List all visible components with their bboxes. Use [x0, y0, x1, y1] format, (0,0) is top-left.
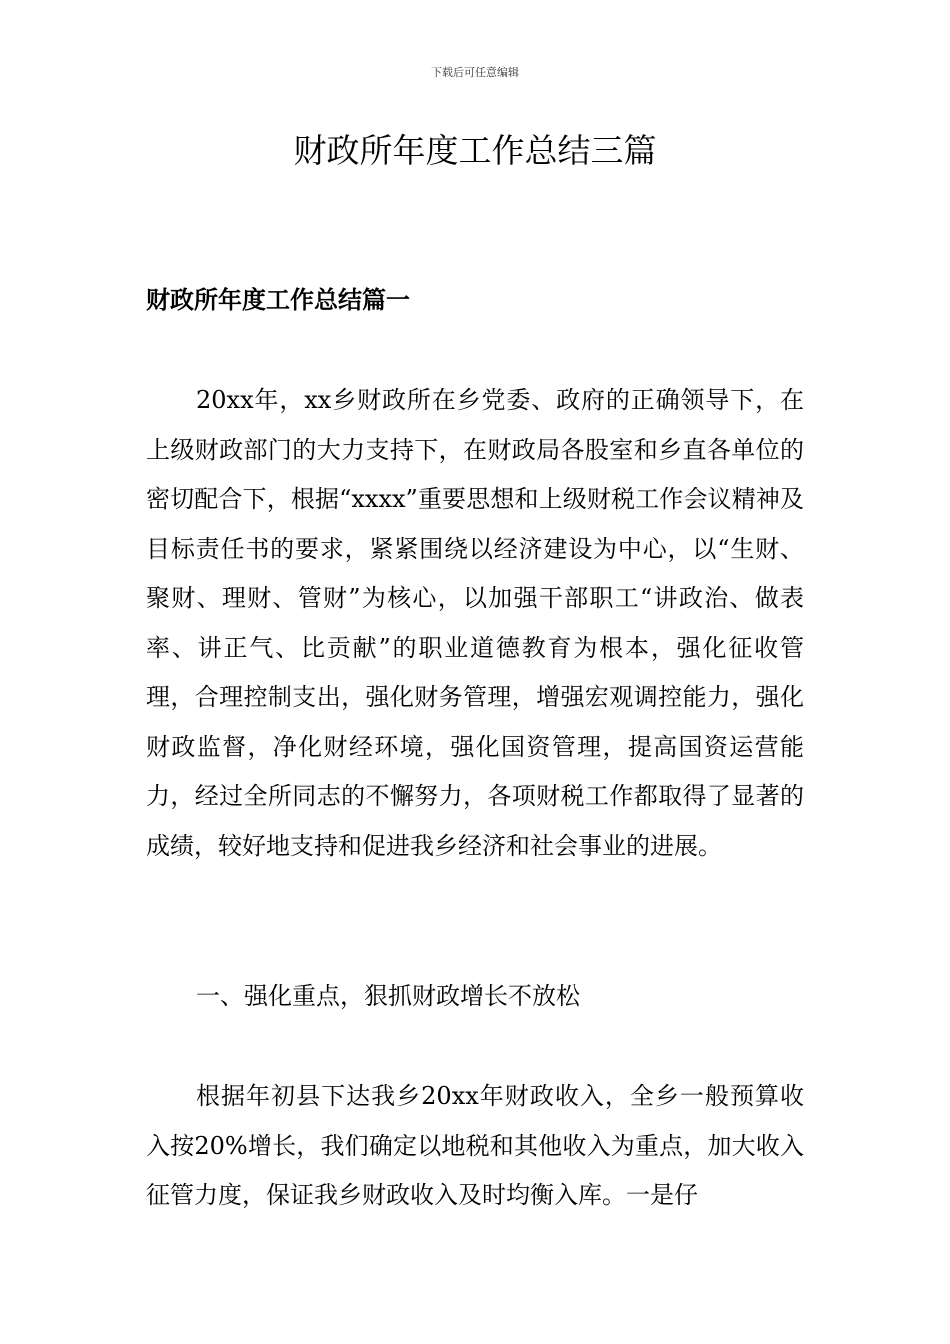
header-note: 下载后可任意编辑 [431, 66, 519, 79]
document-title: 财政所年度工作总结三篇 [293, 131, 657, 170]
body-paragraph: 根据年初县下达我乡20xx年财政收入，全乡一般预算收入按20%增长，我们确定以地税和其他收入为重点，加大收入征管力度，保证我乡财政收入及时均衡入库。一是仔 [146, 1082, 804, 1209]
sub-heading: 一、强化重点，狠抓财政增长不放松 [196, 982, 580, 1010]
section-heading: 财政所年度工作总结篇一 [146, 285, 410, 314]
body-paragraph: 20xx年，xx乡财政所在乡党委、政府的正确领导下，在上级财政部门的大力支持下，在财政局各股室和乡直各单位的密切配合下，根据“xxxx”重要思想和上级财税工作会议精神及目标责任书的要求，紧紧围绕以经济建设为中心，以“生财、聚财、理财、管财”为核心，以加强干部职工“讲政治、做表率、讲正气、比贡献”的职业道德教育为根本，强化征收管理，合理控制支出，强化财务管理，增强宏观调控能力，强化财政监督，净化财经环境，强化国资管理，提高国资运营能力，经过全所同志的不懈努力，各项财税工作都取得了显著的成绩，较好地支持和促进我乡经济和社会事业的进展。 [146, 386, 804, 860]
